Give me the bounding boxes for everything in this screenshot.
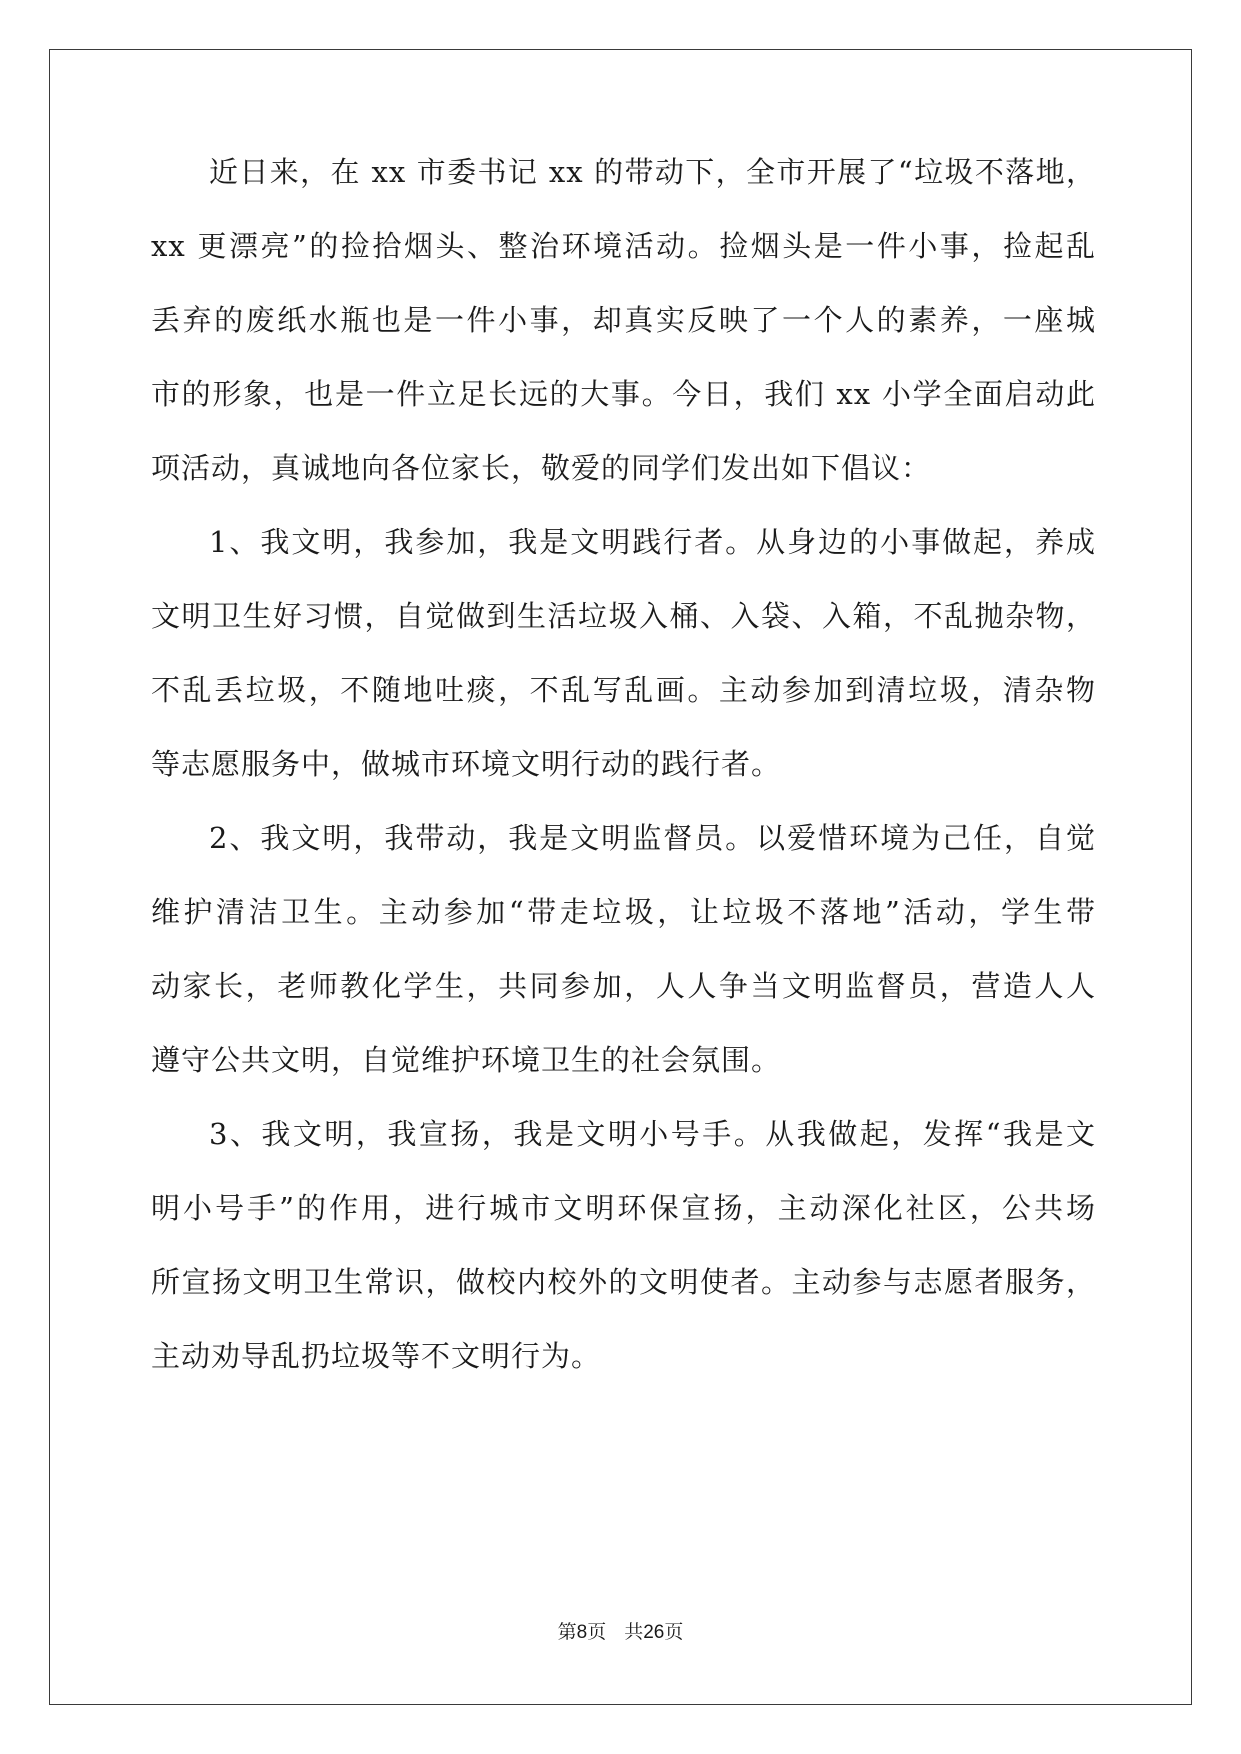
paragraph-3-line-1: 2、我文明，我带动，我是文明监督员。以爱惜环境为己任，自觉	[209, 821, 1096, 855]
total-page-count: 26	[643, 1622, 665, 1643]
total-prefix: 共	[624, 1621, 644, 1643]
paragraph-4-line-1: 3、我文明，我宣扬，我是文明小号手。从我做起，发挥“我是文	[209, 1117, 1096, 1151]
paragraph-4-line-3: 所宣扬文明卫生常识，做校内校外的文明使者。主动参与志愿者服务，	[151, 1265, 1096, 1299]
paragraph-2-line-3: 不乱丢垃圾，不随地吐痰，不乱写乱画。主动参加到清垃圾，清杂物	[151, 673, 1096, 707]
paragraph-3-line-3: 动家长，老师教化学生，共同参加，人人争当文明监督员，营造人人	[151, 969, 1096, 1003]
paragraph-3-line-2: 维护清洁卫生。主动参加“带走垃圾，让垃圾不落地”活动，学生带	[151, 895, 1096, 929]
paragraph-1-line-2: xx 更漂亮”的捡拾烟头、整治环境活动。捡烟头是一件小事，捡起乱	[151, 229, 1096, 263]
paragraph-2-line-4: 等志愿服务中，做城市环境文明行动的践行者。	[151, 747, 782, 781]
paragraph-2-line-2: 文明卫生好习惯，自觉做到生活垃圾入桶、入袋、入箱，不乱抛杂物，	[151, 599, 1096, 633]
page-footer	[0, 1620, 1241, 1645]
paragraph-4-line-4: 主动劝导乱扔垃圾等不文明行为。	[151, 1339, 602, 1373]
paragraph-1-line-3: 丢弃的废纸水瓶也是一件小事，却真实反映了一个人的素养，一座城	[151, 303, 1096, 337]
paragraph-1-line-1: 近日来，在 xx 市委书记 xx 的带动下，全市开展了“垃圾不落地，	[209, 155, 1096, 189]
paragraph-4-line-2: 明小号手”的作用，进行城市文明环保宣扬，主动深化社区，公共场	[151, 1191, 1096, 1225]
current-page-number: 8	[576, 1622, 588, 1643]
paragraph-1-line-4: 市的形象，也是一件立足长远的大事。今日，我们 xx 小学全面启动此	[151, 377, 1096, 411]
total-suffix: 页	[664, 1621, 684, 1643]
paragraph-2-line-1: 1、我文明，我参加，我是文明践行者。从身边的小事做起，养成	[209, 525, 1096, 559]
paragraph-1-line-5: 项活动，真诚地向各位家长，敬爱的同学们发出如下倡议：	[151, 451, 932, 485]
page-border	[49, 49, 1192, 1705]
paragraph-3-line-4: 遵守公共文明，自觉维护环境卫生的社会氛围。	[151, 1043, 782, 1077]
page-prefix: 第	[557, 1621, 577, 1643]
page-suffix: 页	[587, 1621, 607, 1643]
